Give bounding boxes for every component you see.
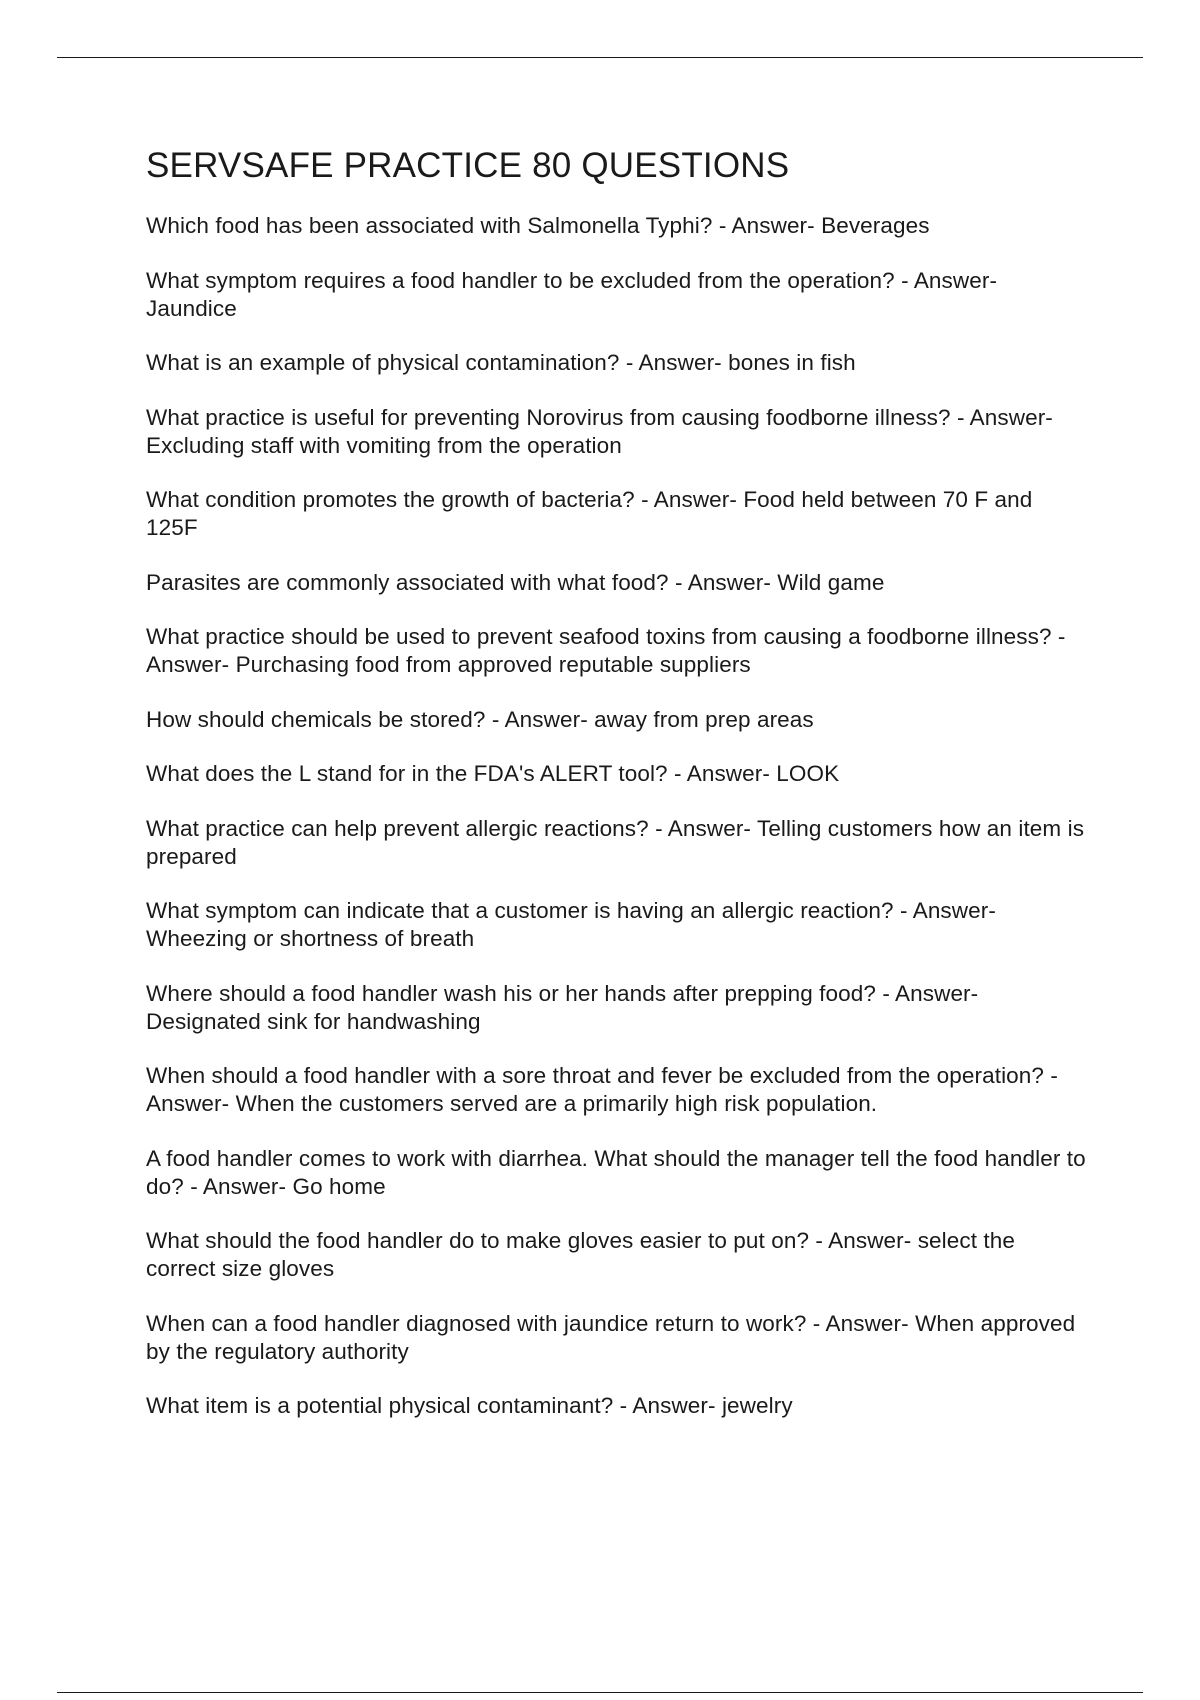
qa-item: When should a food handler with a sore throat and fever be excluded from the operation? - Answer- When the customers served are a primarily high risk population.: [146, 1063, 1058, 1116]
qa-item: Where should a food handler wash his or her hands after prepping food? - Answer- Designated sink for handwashing: [146, 980, 979, 1034]
qa-item: What practice should be used to prevent seafood toxins from causing a foodborne illness? - Answer- Purchasing food from approved reputable suppliers: [146, 624, 1066, 677]
qa-item: A food handler comes to work with diarrhea. What should the manager tell the food handler to do? - Answer- Go home: [146, 1145, 1086, 1199]
qa-item: How should chemicals be stored? - Answer- away from prep areas: [146, 706, 814, 732]
qa-item: What is an example of physical contamination? - Answer- bones in fish: [146, 350, 856, 375]
document-title: SERVSAFE PRACTICE 80 QUESTIONS: [146, 146, 790, 185]
qa-item: What practice is useful for preventing Norovirus from causing foodborne illness? - Answer- Excluding staff with vomiting from the operation: [146, 404, 1053, 458]
qa-item: What practice can help prevent allergic reactions? - Answer- Telling customers how an item is prepared: [146, 815, 1085, 869]
qa-item: What does the L stand for in the FDA's ALERT tool? - Answer- LOOK: [146, 761, 840, 786]
qa-item: Parasites are commonly associated with what food? - Answer- Wild game: [146, 569, 885, 595]
qa-item: Which food has been associated with Salmonella Typhi? - Answer- Beverages: [146, 213, 930, 238]
qa-item: When can a food handler diagnosed with jaundice return to work? - Answer- When approved by the regulatory authority: [146, 1310, 1076, 1364]
qa-item: What symptom requires a food handler to be excluded from the operation? - Answer- Jaundice: [146, 267, 998, 321]
document-body: [146, 142, 1086, 1447]
qa-list: [146, 212, 1086, 1420]
qa-item: What condition promotes the growth of bacteria? - Answer- Food held between 70 F and 125F: [146, 487, 1033, 540]
qa-item: What should the food handler do to make gloves easier to put on? - Answer- select the correct size gloves: [146, 1228, 1016, 1281]
bottom-rule: [57, 1692, 1143, 1693]
qa-item: What item is a potential physical contaminant? - Answer- jewelry: [146, 1393, 793, 1418]
qa-item: What symptom can indicate that a customer is having an allergic reaction? - Answer- Wheezing or shortness of breath: [146, 898, 996, 951]
top-rule: [57, 57, 1143, 58]
